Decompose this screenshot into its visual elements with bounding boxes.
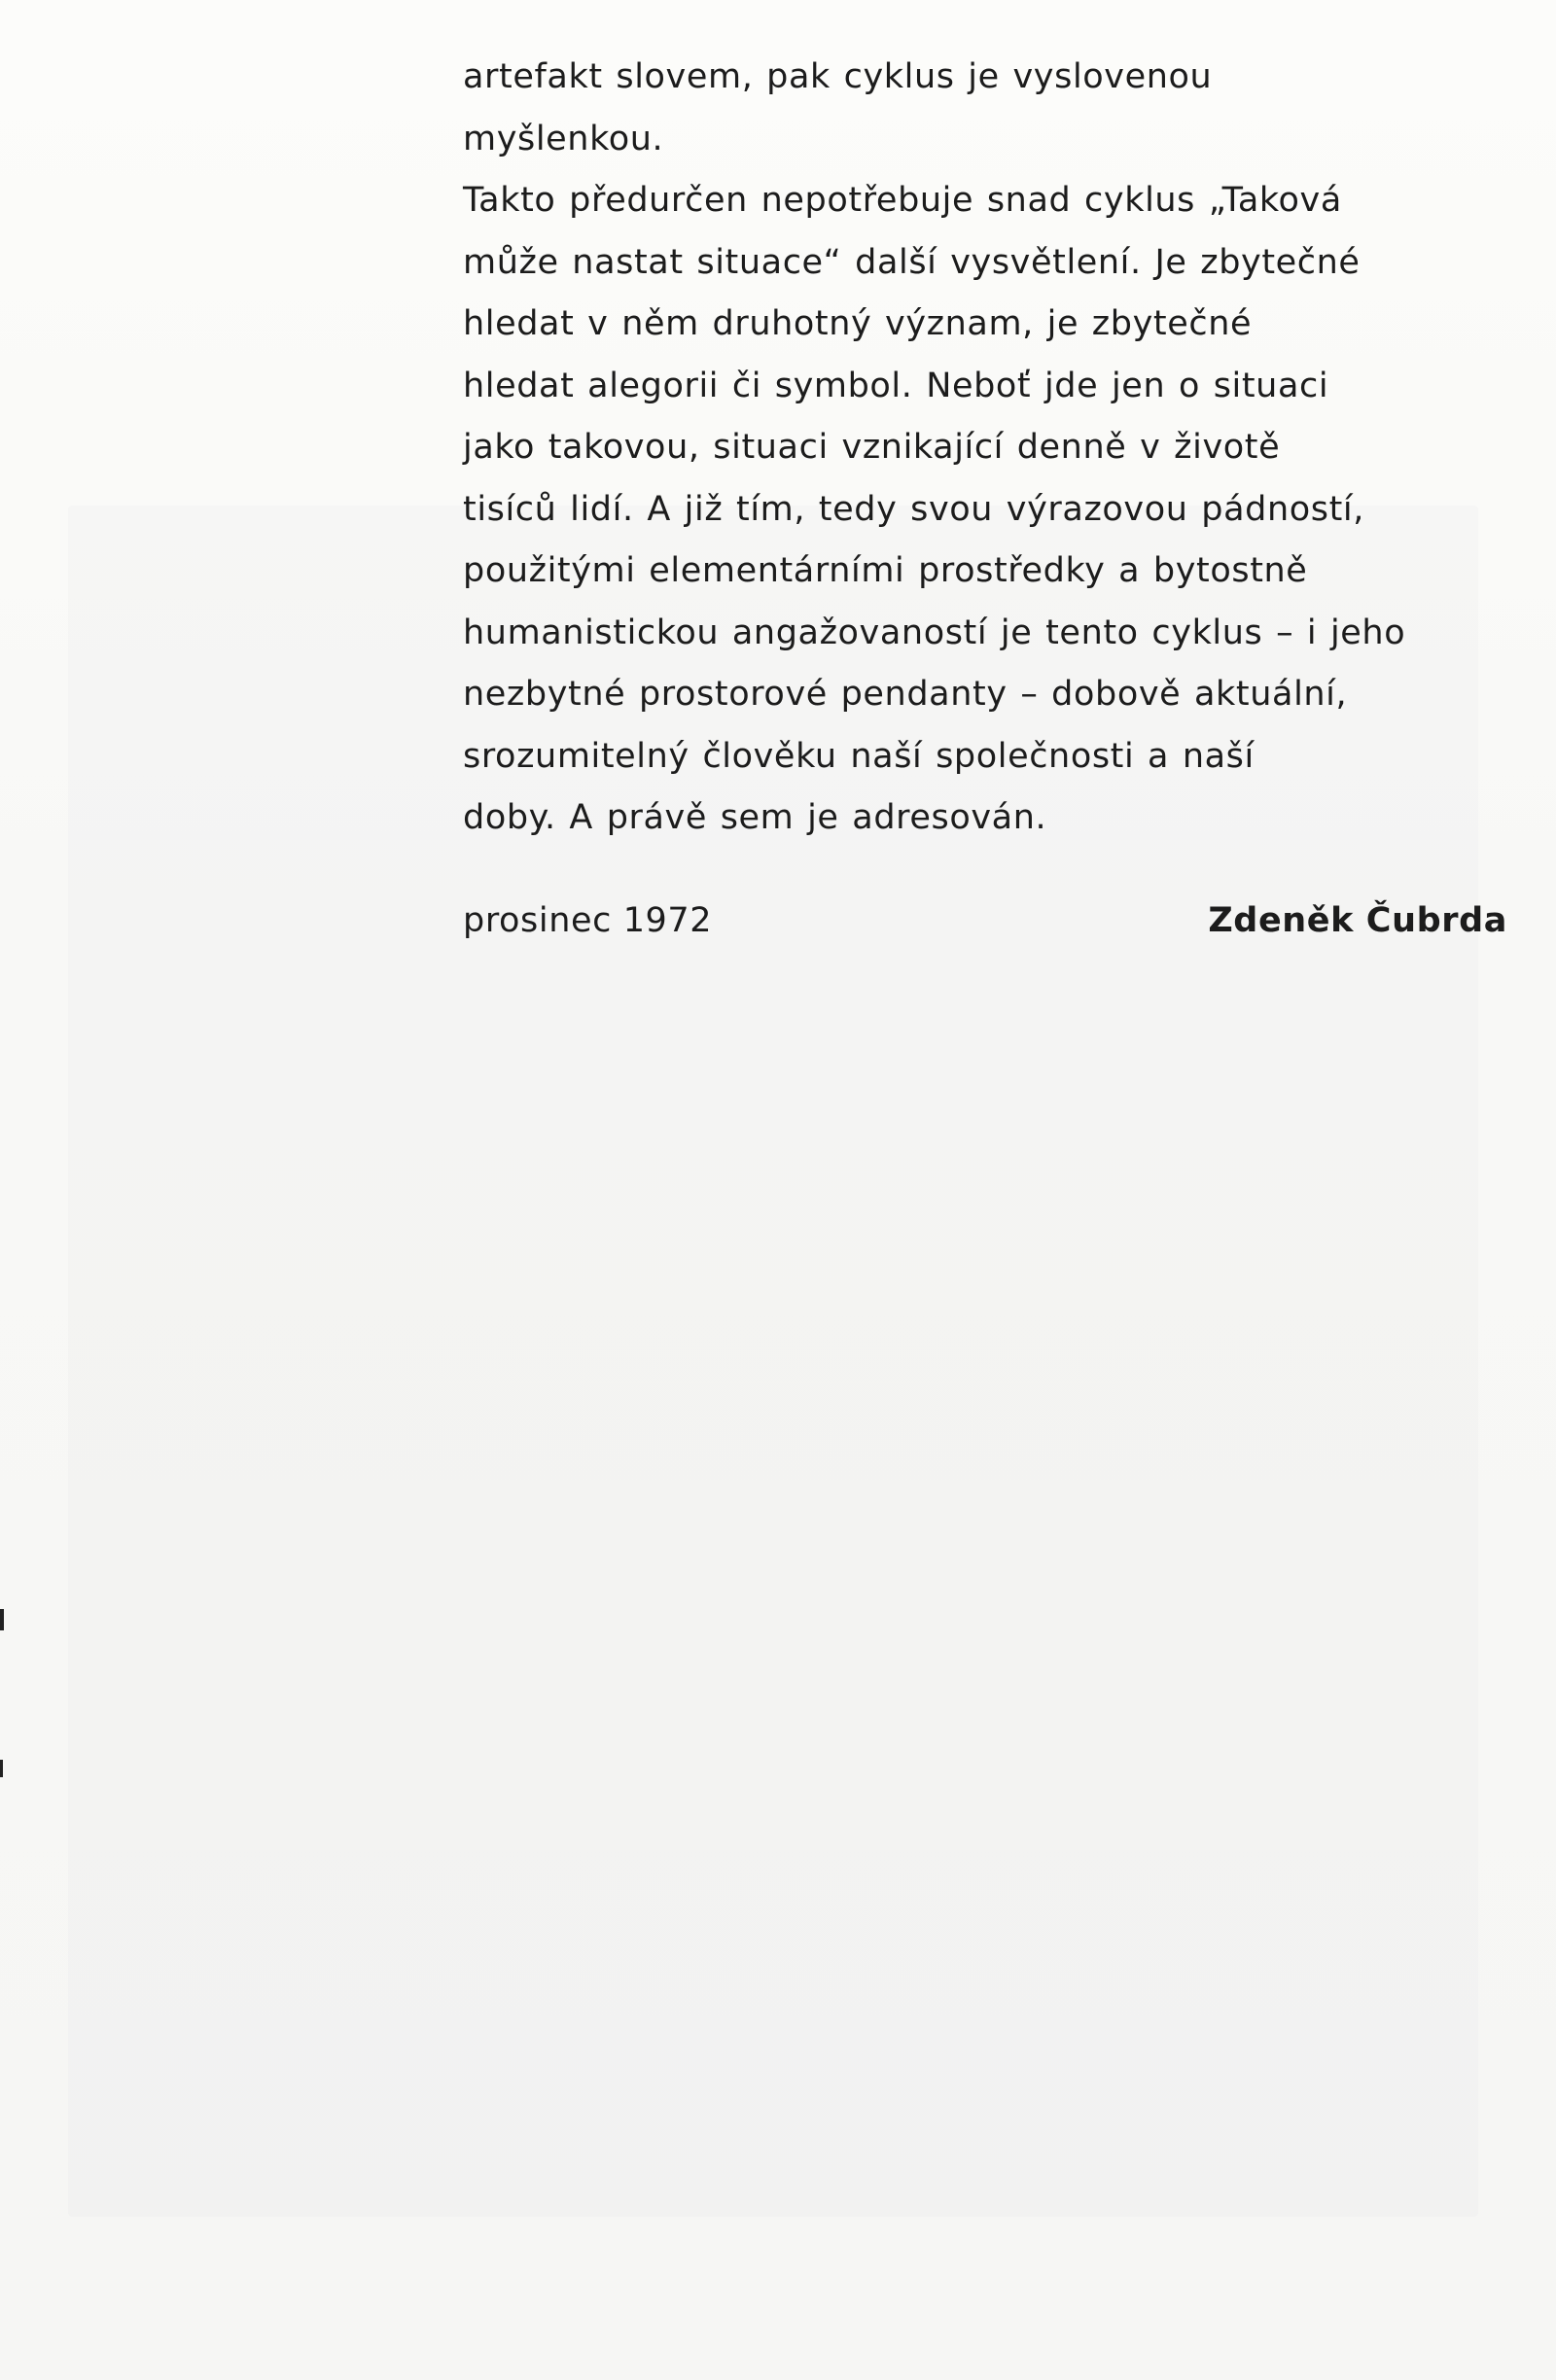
text-line: může nastat situace“ další vysvětlení. Je zbytečné (463, 242, 1361, 282)
body-text (463, 47, 1494, 850)
scan-edge-mark (0, 1760, 3, 1777)
text-line: humanistickou angažovaností je tento cyklus – i jeho (463, 612, 1406, 652)
text-line: tisíců lidí. A již tím, tedy svou výrazovou pádností, (463, 489, 1364, 529)
date-line: prosinec 1972 (463, 901, 713, 940)
text-line: hledat alegorii či symbol. Neboť jde jen o situaci (463, 366, 1329, 405)
text-line: nezbytné prostorové pendanty – dobově aktuální, (463, 675, 1348, 714)
scan-edge-mark (0, 1609, 4, 1630)
text-line: doby. A právě sem je adresován. (463, 798, 1047, 837)
text-line: artefakt slovem, pak cyklus je vyslovenou (463, 57, 1213, 96)
text-line: hledat v něm druhotný význam, je zbytečné (463, 304, 1253, 343)
signature-row (463, 887, 1507, 955)
author-name: Zdeněk Čubrda (1208, 901, 1507, 940)
text-line: jako takovou, situaci vznikající denně v životě (463, 428, 1281, 467)
text-line: Takto předurčen nepotřebuje snad cyklus „Taková (463, 181, 1342, 220)
text-line: myšlenkou. (463, 119, 664, 158)
text-line: použitými elementárními prostředky a bytostně (463, 551, 1308, 590)
text-line: srozumitelný člověku naší společnosti a naší (463, 736, 1255, 776)
